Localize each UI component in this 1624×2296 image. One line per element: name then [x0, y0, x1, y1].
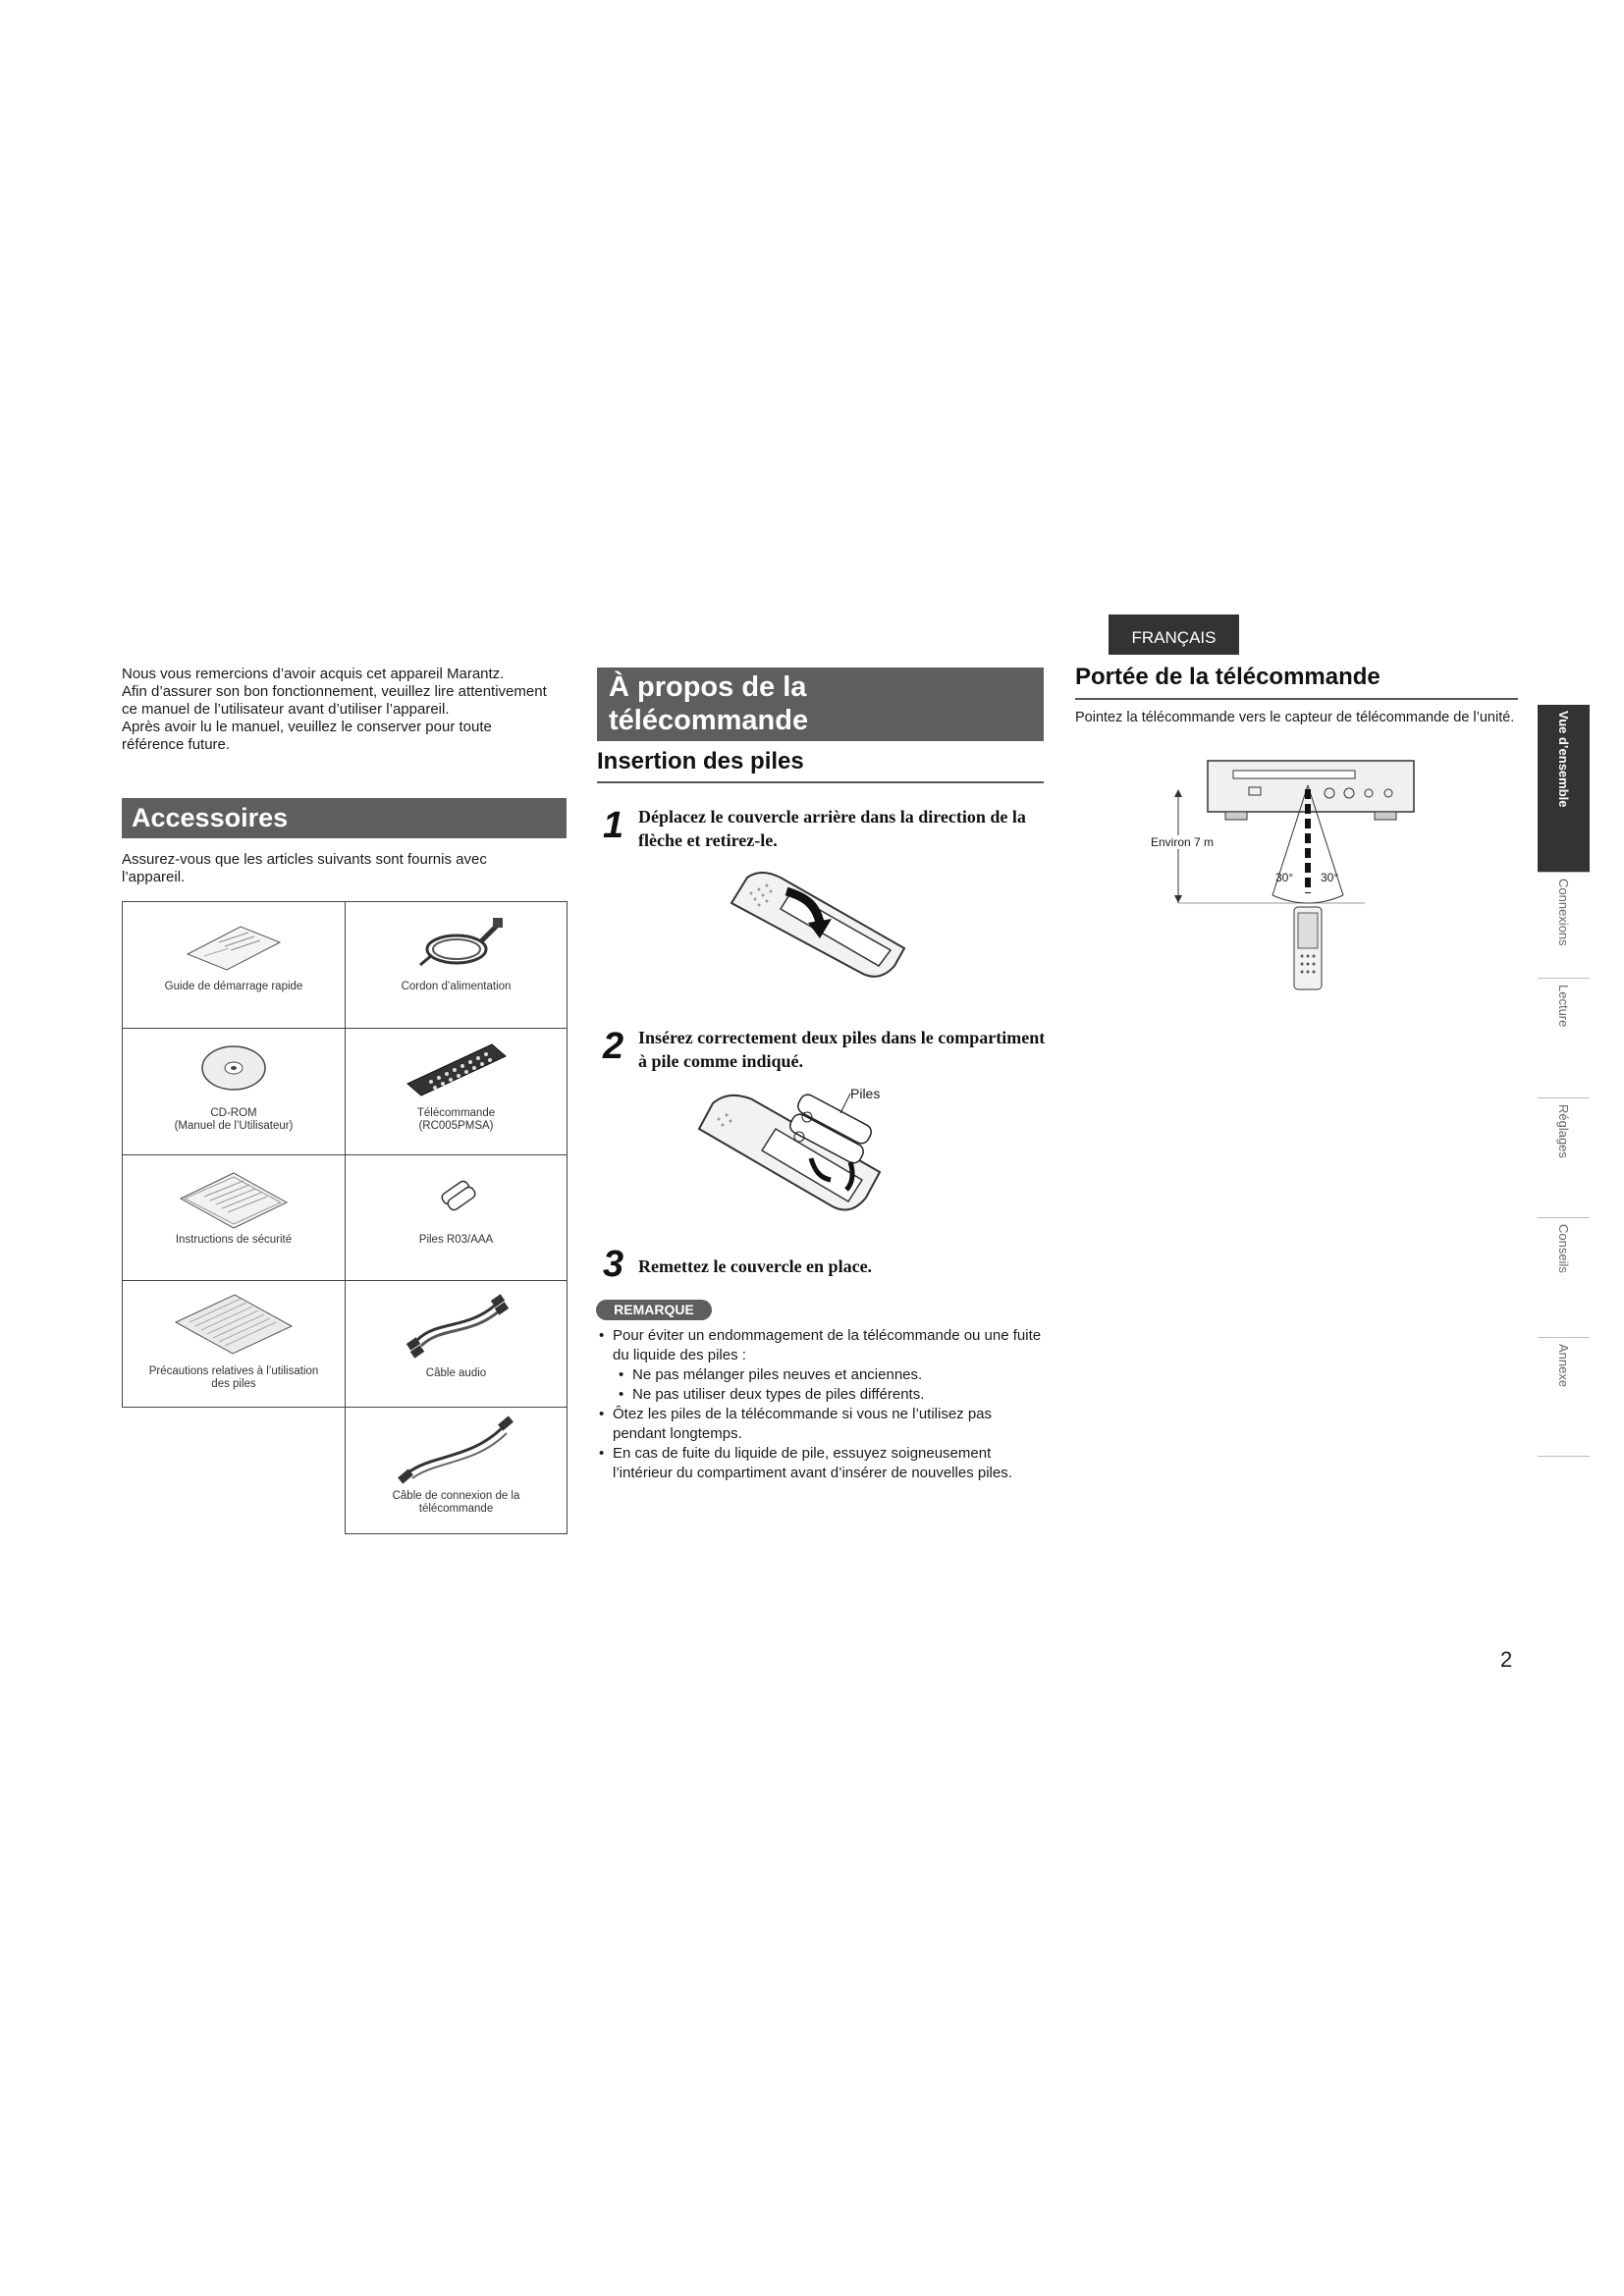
accessory-cell	[122, 1280, 346, 1408]
accessory-cell	[122, 1028, 346, 1155]
accessory-label: Précautions relatives à l’utilisation des piles	[148, 1365, 319, 1390]
accessory-label: Câble de connexion de la télécommande	[392, 1490, 520, 1515]
side-nav-label: Vue d’ensemble	[1556, 711, 1571, 808]
accessory-cell	[345, 1154, 568, 1281]
remote-heading-line: télécommande	[609, 705, 809, 736]
booklet-icon	[180, 917, 288, 976]
step-number: 3	[603, 1244, 624, 1285]
step-text: Insérez correctement deux piles dans le compartiment à pile comme indiqué.	[638, 1028, 1046, 1071]
note-item: • Ôtez les piles de la télécommande si vous ne l’utilisez pas pendant longtemps.	[595, 1405, 1047, 1444]
step-text: Remettez le couvercle en place.	[638, 1256, 873, 1276]
angle-right-label: 30°	[1321, 871, 1339, 884]
accessory-cell	[122, 901, 346, 1029]
accessory-label: Câble audio	[425, 1367, 487, 1379]
step-text: Déplacez le couvercle arrière dans la direction de la flèche et retirez-le.	[638, 807, 1026, 850]
distance-label: Environ 7 m	[1151, 835, 1215, 849]
accessoires-heading: Accessoires	[122, 798, 567, 838]
page-number: 2	[1500, 1647, 1513, 1672]
angle-left-label: 30°	[1275, 871, 1294, 884]
booklet-icon	[175, 1167, 293, 1231]
accessory-cell	[345, 1280, 568, 1408]
intro-line: Après avoir lu le manuel, veuillez le conserver pour toute référence future.	[122, 719, 492, 753]
step-number: 2	[603, 1026, 624, 1067]
side-nav-reglages[interactable]	[1538, 1097, 1590, 1217]
side-nav-label: Conseils	[1556, 1224, 1571, 1273]
accessoires-intro: Assurez-vous que les articles suivants sont fournis avec l’appareil.	[122, 851, 487, 885]
remarque-badge: REMARQUE	[596, 1300, 712, 1320]
side-nav-label: Lecture	[1556, 985, 1571, 1028]
side-nav-label: Connexions	[1556, 879, 1571, 946]
accessory-label: Cordon d’alimentation	[401, 981, 512, 992]
intro-line: Afin d’assurer son bon fonctionnement, veuillez lire attentivement ce manuel de l’utilisateur avant d’utiliser l’appareil.	[122, 683, 547, 718]
accessory-label: Instructions de sécurité	[175, 1234, 293, 1246]
piles-label: Piles	[850, 1086, 881, 1101]
remote-control-icon	[398, 1037, 515, 1100]
accessory-label: Télécommande (RC005PMSA)	[416, 1107, 496, 1132]
note-item: • En cas de fuite du liquide de pile, essuyez soigneusement l’intérieur du compartiment avant d’insérer de nouvelles piles.	[595, 1444, 1047, 1483]
remote-section-heading	[597, 667, 1044, 741]
accessory-label: CD-ROM (Manuel de l’Utilisateur)	[174, 1107, 294, 1132]
side-nav-conseils[interactable]	[1538, 1217, 1590, 1337]
note-item: • Pour éviter un endommagement de la télécommande ou une fuite du liquide des piles :	[595, 1326, 1047, 1365]
remote-heading-line: À propos de la	[609, 671, 807, 703]
range-heading: Portée de la télécommande	[1075, 664, 1518, 700]
accessory-label: Piles R03/AAA	[418, 1234, 494, 1246]
range-text: Pointez la télécommande vers le capteur de télécommande de l’unité.	[1075, 710, 1515, 725]
intro-text	[122, 666, 554, 754]
battery-icon	[427, 1169, 486, 1218]
accessory-cell	[345, 1028, 568, 1155]
note-item: • Ne pas utiliser deux types de piles différents.	[595, 1385, 1047, 1405]
accessory-cell	[122, 1154, 346, 1281]
intro-line: Nous vous remercions d’avoir acquis cet appareil Marantz.	[122, 666, 505, 682]
battery-insertion-illustration	[693, 1090, 890, 1237]
audio-cable-icon	[398, 1291, 515, 1360]
side-nav-label: Réglages	[1556, 1104, 1571, 1158]
accessory-cell	[345, 901, 568, 1029]
remote-range-diagram	[1129, 746, 1473, 1001]
cd-rom-icon	[194, 1039, 273, 1097]
accessory-label: Guide de démarrage rapide	[164, 981, 303, 992]
side-nav-lecture[interactable]	[1538, 978, 1590, 1097]
remote-cover-illustration	[722, 864, 908, 996]
accessory-cell	[345, 1407, 568, 1534]
side-nav	[1538, 705, 1590, 1472]
step-number: 1	[603, 805, 624, 846]
side-nav-vue-densemble[interactable]	[1538, 705, 1590, 872]
remote-cable-icon	[393, 1415, 520, 1489]
remarque-notes	[595, 1326, 1047, 1483]
side-nav-label: Annexe	[1556, 1344, 1571, 1388]
note-item: • Ne pas mélanger piles neuves et anciennes.	[595, 1365, 1047, 1385]
side-nav-annexe[interactable]	[1538, 1337, 1590, 1457]
language-tab: FRANÇAIS	[1109, 614, 1239, 655]
power-cord-icon	[403, 912, 511, 976]
booklet-icon	[170, 1289, 298, 1358]
side-nav-connexions[interactable]	[1538, 872, 1590, 978]
insertion-heading: Insertion des piles	[597, 748, 1044, 783]
